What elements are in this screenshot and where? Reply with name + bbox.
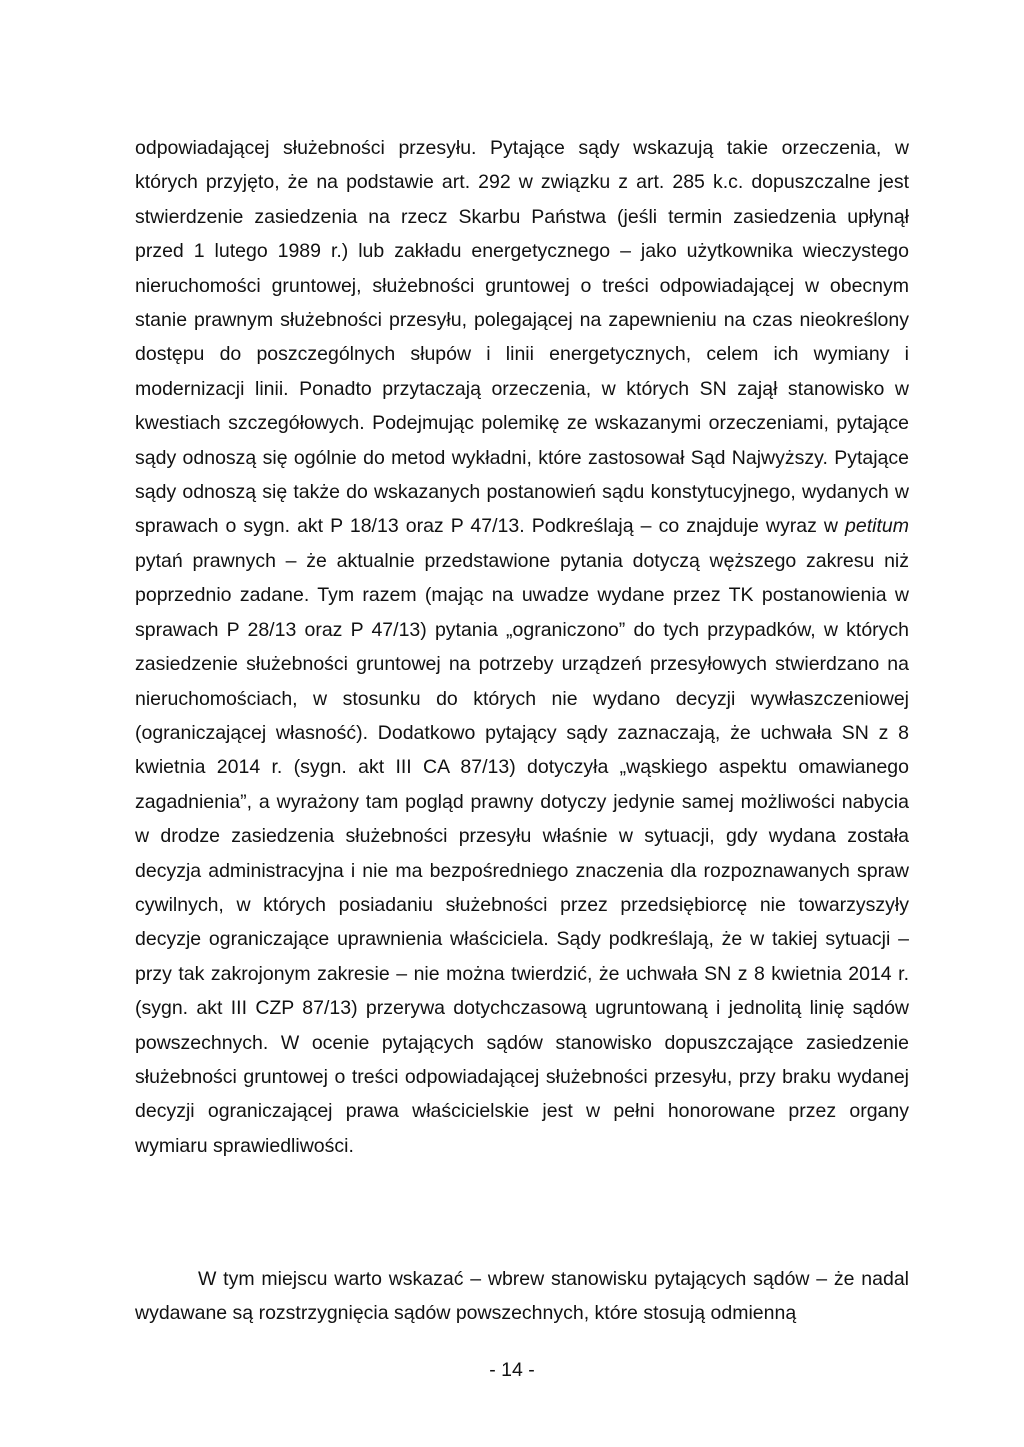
paragraph-1-italic-term: petitum: [845, 515, 909, 538]
paragraph-1-text-start: odpowiadającej służebności przesyłu. Pytające sądy wskazują takie orzeczenia, w których przyjęto, że na podstawie art. 292 w związku z art. 285 k.c. dopuszczalne jest stwierdzenie zasiedzenia na rzecz Skarbu Państwa (jeśli termin zasiedzenia upłynął przed 1 lutego 1989 r.) lub zakładu energetycznego – jako użytkownika wieczystego nieruchomości gruntowej, służebności gruntowej o treści odpowiadającej w obecnym stanie prawnym służebności przesyłu, polegającej na zapewnieniu na czas nieokreślony dostępu do poszczególnych słupów i linii energetycznych, celem ich wymiany i modernizacji linii. Ponadto przytaczają orzeczenia, w których SN zajął stanowisko w kwestiach szczegółowych. Podejmując polemikę ze wskazanymi orzeczeniami, pytające sądy odnoszą się ogólnie do metod wykładni, które zastosował Sąd Najwyższy. Pytające sądy odnoszą się także do wskazanych postanowień sądu konstytucyjnego, wydanych w sprawach o sygn. akt P 18/13 oraz P 47/13. Podkreślają – co znajduje wyraz w: [135, 137, 909, 538]
paragraph-1-text-end: pytań prawnych – że aktualnie przedstawione pytania dotyczą węższego zakresu niż poprzednio zadane. Tym razem (mając na uwadze wydane przez TK postanowienia w sprawach P 28/13 oraz P 47/13) pytania „ograniczono” do tych przypadków, w których zasiedzenie służebności gruntowej na potrzeby urządzeń przesyłowych stwierdzano na nieruchomościach, w stosunku do których nie wydano decyzji wywłaszczeniowej (ograniczającej własność). Dodatkowo pytający sądy zaznaczają, że uchwała SN z 8 kwietnia 2014 r. (sygn. akt III CA 87/13) dotyczyła „wąskiego aspektu omawianego zagadnienia”, a wyrażony tam pogląd prawny dotyczy jedynie samej możliwości nabycia w drodze zasiedzenia służebności przesyłu właśnie w sytuacji, gdy wydana została decyzja administracyjna i nie ma bezpośredniego znaczenia dla rozpoznawanych spraw cywilnych, w których posiadaniu służebności przez przedsiębiorcę nie towarzyszyły decyzje ograniczające uprawnienia właściciela. Sądy podkreślają, że w takiej sytuacji – przy tak zakrojonym zakresie – nie można twierdzić, że uchwała SN z 8 kwietnia 2014 r. (sygn. akt III CZP 87/13) przerywa dotychczasową ugruntowaną i jednolitą linię sądów powszechnych. W ocenie pytających sądów stanowisko dopuszczające zasiedzenie służebności gruntowej o treści odpowiadającej służebności przesyłu, przy braku wydanej decyzji ograniczającej prawa właścicielskie jest w pełni honorowane przez organy wymiaru sprawiedliwości.: [135, 549, 909, 1157]
page-number: - 14 -: [489, 1359, 535, 1381]
paragraph-1: [135, 131, 909, 1163]
paragraph-2: [135, 1262, 909, 1331]
paragraph-2-text: W tym miejscu warto wskazać – wbrew stanowisku pytających sądów – że nadal wydawane są rozstrzygnięcia sądów powszechnych, które stosują odmienną: [135, 1268, 909, 1325]
